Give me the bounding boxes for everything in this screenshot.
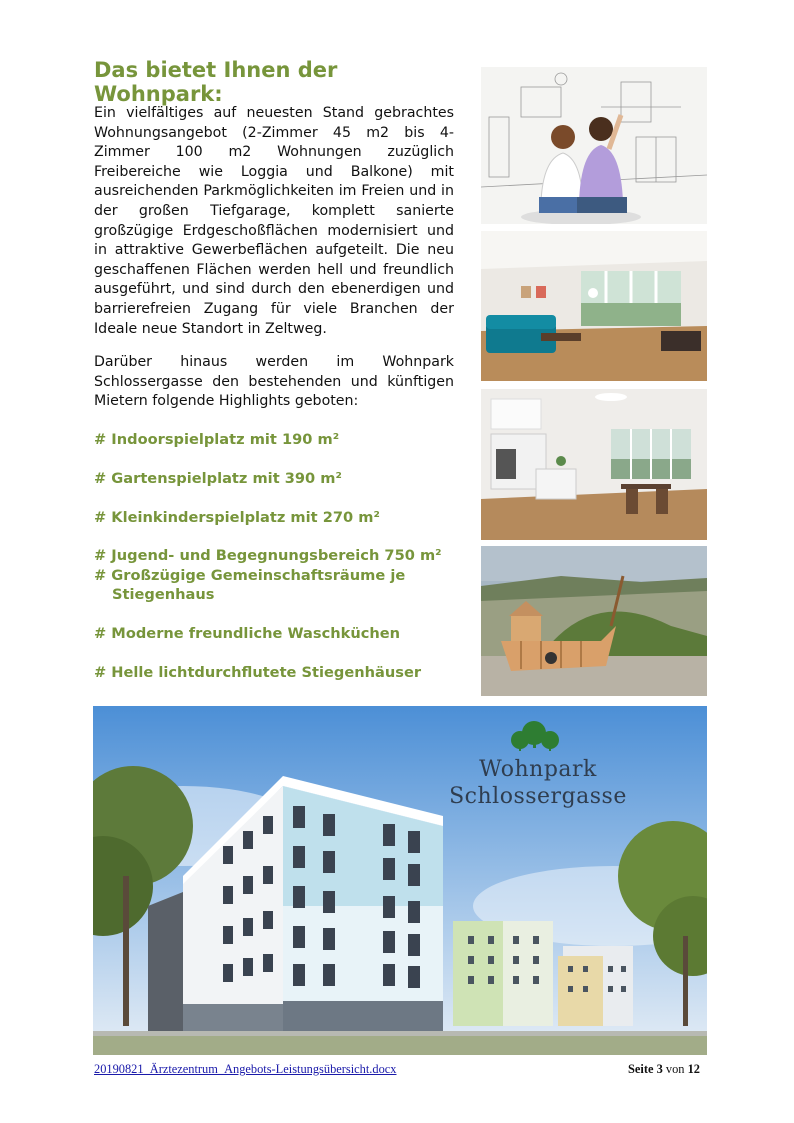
footer-page-number	[560, 1062, 700, 1077]
highlight-item-text: # Großzügige Gemeinschaftsräume je	[94, 567, 406, 584]
couple-sketch-photo	[481, 67, 707, 224]
kitchen-photo	[481, 389, 707, 540]
highlight-item: # Jugend- und Begegnungsbereich 750 m²	[94, 547, 442, 564]
highlight-item: # Gartenspielplatz mit 390 m²	[94, 470, 342, 487]
highlight-item	[94, 566, 464, 604]
page-middle: von	[665, 1062, 685, 1076]
highlight-item: # Indoorspielplatz mit 190 m²	[94, 431, 340, 448]
highlight-item: # Helle lichtdurchflutete Stiegenhäuser	[94, 664, 422, 681]
page-current: 3	[656, 1062, 663, 1076]
page-total: 12	[687, 1062, 700, 1076]
logo-line-2: Schlossergasse	[449, 784, 627, 809]
logo-line-1: Wohnpark	[479, 757, 597, 782]
highlight-item: # Moderne freundliche Waschküchen	[94, 625, 401, 642]
highlights-intro-paragraph: Darüber hinaus werden im Wohnpark Schlossergasse den bestehenden und künftigen Mietern folgende Highlights geboten:	[94, 354, 454, 410]
page-heading: Das bietet Ihnen der Wohnpark:	[94, 58, 338, 106]
page-prefix: Seite	[628, 1062, 654, 1076]
highlight-item-continuation: Stiegenhaus	[112, 586, 215, 603]
intro-paragraph: Ein vielfältiges auf neuesten Stand gebrachtes Wohnungsangebot (2-Zimmer 45 m2 bis 4-Zimmer 100 m2 Wohnungen zuzüglich Freibereiche wie Loggia und Balkone) mit ausreichenden Parkmöglichkeiten im Freien und in der großen Tiefgarage, komplett sanierte großzügige Erdgeschoßflächen modernisiert und in attraktive Gewerbeflächen aufgeteilt. Die neu geschaffenen Flächen werden hell und freundlich ausgeführt, und sind durch den ebenerdigen und barrierefreien Zugang für viele Branchen der Ideale neue Standort in Zeltweg.	[94, 105, 454, 337]
highlight-item: # Kleinkinderspielplatz mit 270 m²	[94, 509, 380, 526]
living-room-photo	[481, 231, 707, 381]
wohnpark-logo	[433, 756, 643, 810]
building-render-image	[93, 706, 707, 1055]
playground-photo	[481, 546, 707, 696]
footer-filename-link[interactable]: 20190821_Ärztezentrum_Angebots-Leistungsübersicht.docx	[94, 1062, 397, 1076]
